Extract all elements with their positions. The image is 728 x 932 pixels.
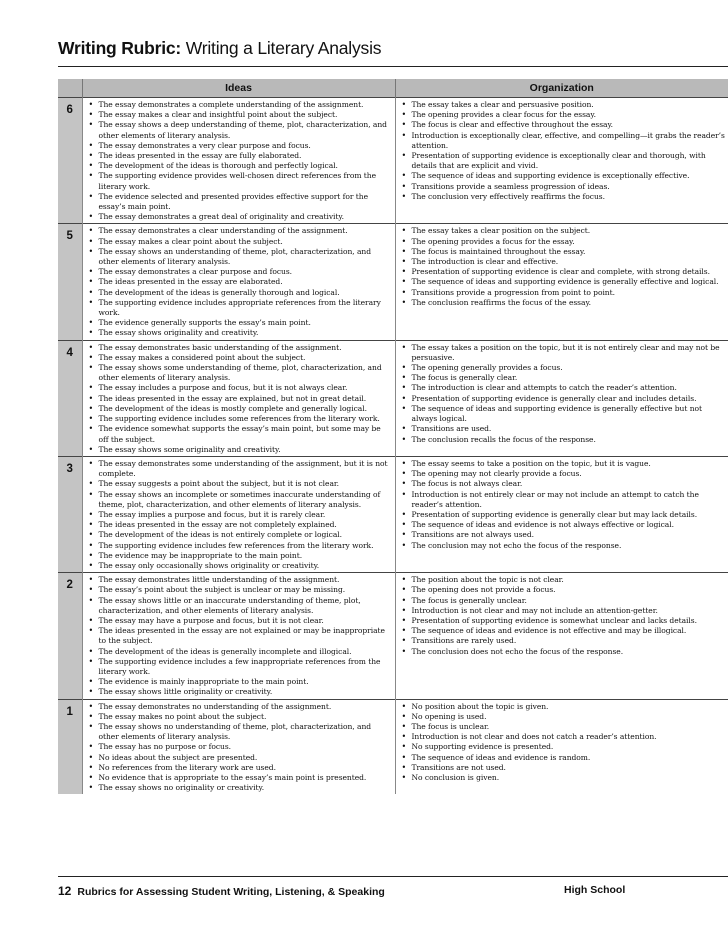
criterion-item: • The essay demonstrates no understanding of the assignment. (87, 702, 392, 712)
criterion-item: • The essay shows little originality or creativity. (87, 687, 392, 697)
criterion-item: • The essay shows some originality and creativity. (87, 445, 392, 455)
criterion-item: • Transitions are used. (400, 424, 726, 434)
criterion-item: • The sequence of ideas and evidence is not effective and may be illogical. (400, 626, 726, 636)
page-number: 12 (58, 884, 72, 898)
criterion-item: • Transitions are rarely used. (400, 636, 726, 646)
criterion-item: • Introduction is not clear and may not include an attention-getter. (400, 606, 726, 616)
criterion-item: • The essay shows an understanding of theme, plot, characterization, and other elements of literary analysis. (87, 247, 392, 267)
criterion-item: • The introduction is clear and attempts to catch the reader’s attention. (400, 383, 726, 393)
rubric-row (58, 573, 728, 699)
criterion-item: • The ideas presented in the essay are explained, but not in great detail. (87, 394, 392, 404)
criterion-item: • No opening is used. (400, 712, 726, 722)
criterion-item: • No position about the topic is given. (400, 702, 726, 712)
organization-criteria-list (396, 341, 728, 446)
ideas-cell (82, 224, 395, 340)
criterion-item: • The evidence generally supports the essay’s main point. (87, 318, 392, 328)
criterion-item: • The essay demonstrates a complete understanding of the assignment. (87, 100, 392, 110)
criterion-item: • The essay makes a considered point about the subject. (87, 353, 392, 363)
criterion-item: • The sequence of ideas and evidence is random. (400, 753, 726, 763)
title-rule (58, 66, 728, 67)
score-cell: 3 (58, 456, 82, 572)
criterion-item: • The opening provides a focus for the essay. (400, 237, 726, 247)
criterion-item: • The essay seems to take a position on the topic, but it is vague. (400, 459, 726, 469)
organization-cell (395, 456, 728, 572)
criterion-item: • The supporting evidence includes few references from the literary work. (87, 541, 392, 551)
ideas-cell (82, 98, 395, 224)
criterion-item: • The introduction is clear and effective. (400, 257, 726, 267)
criterion-item: • The conclusion reaffirms the focus of the essay. (400, 298, 726, 308)
criterion-item: • The development of the ideas is mostly complete and generally logical. (87, 404, 392, 414)
criterion-item: • The opening may not clearly provide a focus. (400, 469, 726, 479)
criterion-item: • The conclusion very effectively reaffirms the focus. (400, 192, 726, 202)
criterion-item: • The essay takes a clear and persuasive position. (400, 100, 726, 110)
criterion-item: • The essay takes a clear position on the subject. (400, 226, 726, 236)
ideas-criteria-list (83, 573, 395, 698)
criterion-item: • The opening generally provides a focus. (400, 363, 726, 373)
criterion-item: • The essay shows a deep understanding of theme, plot, characterization, and other elements of literary analysis. (87, 120, 392, 140)
criterion-item: • The essay demonstrates little understanding of the assignment. (87, 575, 392, 585)
criterion-item: • The essay shows originality and creativity. (87, 328, 392, 338)
criterion-item: • The essay only occasionally shows originality or creativity. (87, 561, 392, 571)
criterion-item: • The essay suggests a point about the subject, but it is not clear. (87, 479, 392, 489)
criterion-item: • No conclusion is given. (400, 773, 726, 783)
criterion-item: • Presentation of supporting evidence is clear and complete, with strong details. (400, 267, 726, 277)
criterion-item: • The ideas presented in the essay are not explained or may be inappropriate to the subject. (87, 626, 392, 646)
header-row (58, 79, 728, 98)
criterion-item: • The essay takes a position on the topic, but it is not entirely clear and may not be persuasive. (400, 343, 726, 363)
criterion-item: • The development of the ideas is generally thorough and logical. (87, 288, 392, 298)
criterion-item: • The position about the topic is not clear. (400, 575, 726, 585)
criterion-item: • No ideas about the subject are presented. (87, 753, 392, 763)
criterion-item: • The essay shows an incomplete or sometimes inaccurate understanding of theme, plot, characterization, and other elements of literary analysis. (87, 490, 392, 510)
criterion-item: • The essay demonstrates a great deal of originality and creativity. (87, 212, 392, 222)
criterion-item: • Presentation of supporting evidence is exceptionally clear and thorough, with details that are explicit and vivid. (400, 151, 726, 171)
criterion-item: • Presentation of supporting evidence is somewhat unclear and lacks details. (400, 616, 726, 626)
criterion-item: • The essay makes no point about the subject. (87, 712, 392, 722)
organization-header: Organization (395, 79, 728, 98)
grade-level: High School (564, 884, 626, 896)
criterion-item: • The essay shows little or an inaccurate understanding of theme, plot, characterization, and other elements of literary analysis. (87, 596, 392, 616)
ideas-criteria-list (83, 98, 395, 223)
criterion-item: • The conclusion may not echo the focus of the response. (400, 541, 726, 551)
criterion-item: • Introduction is not clear and does not catch a reader’s attention. (400, 732, 726, 742)
criterion-item: • The opening provides a clear focus for the essay. (400, 110, 726, 120)
criterion-item: • The supporting evidence includes a few inappropriate references from the literary work. (87, 657, 392, 677)
criterion-item: • The essay includes a purpose and focus, but it is not always clear. (87, 383, 392, 393)
rubric-body (58, 98, 728, 795)
criterion-item: • The supporting evidence includes some references from the literary work. (87, 414, 392, 424)
organization-criteria-list (396, 224, 728, 309)
organization-criteria-list (396, 98, 728, 203)
criterion-item: • The essay demonstrates a very clear purpose and focus. (87, 141, 392, 151)
criterion-item: • The evidence somewhat supports the essay’s main point, but some may be off the subject. (87, 424, 392, 444)
criterion-item: • No references from the literary work are used. (87, 763, 392, 773)
criterion-item: • The focus is unclear. (400, 722, 726, 732)
title-rest: Writing a Literary Analysis (181, 38, 382, 58)
criterion-item: • Introduction is exceptionally clear, effective, and compelling—it grabs the reader’s attention. (400, 131, 726, 151)
score-cell: 4 (58, 340, 82, 456)
criterion-item: • Introduction is not entirely clear or may not include an attempt to catch the reader’s attention. (400, 490, 726, 510)
organization-cell (395, 98, 728, 224)
criterion-item: • Transitions provide a progression from point to point. (400, 288, 726, 298)
page-footer (58, 884, 688, 898)
rubric-row (58, 98, 728, 224)
organization-cell (395, 224, 728, 340)
criterion-item: • The supporting evidence provides well-chosen direct references from the literary work. (87, 171, 392, 191)
criterion-item: • Transitions provide a seamless progression of ideas. (400, 182, 726, 192)
criterion-item: • Presentation of supporting evidence is generally clear but may lack details. (400, 510, 726, 520)
criterion-item: • The development of the ideas is not entirely complete or logical. (87, 530, 392, 540)
criterion-item: • Transitions are not always used. (400, 530, 726, 540)
criterion-item: • The evidence is mainly inappropriate to the main point. (87, 677, 392, 687)
criterion-item: • The focus is not always clear. (400, 479, 726, 489)
rubric-row (58, 456, 728, 572)
criterion-item: • The focus is generally clear. (400, 373, 726, 383)
rubric-table (58, 79, 728, 794)
organization-cell (395, 573, 728, 699)
criterion-item: • The sequence of ideas and supporting evidence is generally effective and logical. (400, 277, 726, 287)
ideas-cell (82, 340, 395, 456)
ideas-cell (82, 699, 395, 794)
criterion-item: • The essay implies a purpose and focus, but it is rarely clear. (87, 510, 392, 520)
criterion-item: • Transitions are not used. (400, 763, 726, 773)
ideas-criteria-list (83, 700, 395, 795)
page-title (58, 38, 381, 59)
criterion-item: • The ideas presented in the essay are not completely explained. (87, 520, 392, 530)
footer-rule (58, 876, 728, 877)
score-cell: 1 (58, 699, 82, 794)
criterion-item: • The sequence of ideas and evidence is not always effective or logical. (400, 520, 726, 530)
criterion-item: • The essay’s point about the subject is unclear or may be missing. (87, 585, 392, 595)
criterion-item: • The essay makes a clear point about the subject. (87, 237, 392, 247)
organization-cell (395, 340, 728, 456)
rubric-row (58, 224, 728, 340)
ideas-cell (82, 456, 395, 572)
organization-cell (395, 699, 728, 794)
criterion-item: • The sequence of ideas and supporting evidence is generally effective but not always logical. (400, 404, 726, 424)
criterion-item: • The essay has no purpose or focus. (87, 742, 392, 752)
criterion-item: • The ideas presented in the essay are elaborated. (87, 277, 392, 287)
organization-criteria-list (396, 457, 728, 552)
ideas-criteria-list (83, 341, 395, 456)
criterion-item: • The essay may have a purpose and focus, but it is not clear. (87, 616, 392, 626)
rubric-row (58, 340, 728, 456)
criterion-item: • The focus is generally unclear. (400, 596, 726, 606)
criterion-item: • The focus is clear and effective throughout the essay. (400, 120, 726, 130)
score-header (58, 79, 82, 98)
criterion-item: • The essay makes a clear and insightful point about the subject. (87, 110, 392, 120)
criterion-item: • No supporting evidence is presented. (400, 742, 726, 752)
criterion-item: • The sequence of ideas and supporting evidence is exceptionally effective. (400, 171, 726, 181)
criterion-item: • The essay shows some understanding of theme, plot, characterization, and other elements of literary analysis. (87, 363, 392, 383)
criterion-item: • The focus is maintained throughout the essay. (400, 247, 726, 257)
criterion-item: • The ideas presented in the essay are fully elaborated. (87, 151, 392, 161)
ideas-criteria-list (83, 457, 395, 572)
score-cell: 6 (58, 98, 82, 224)
ideas-criteria-list (83, 224, 395, 339)
criterion-item: • The conclusion does not echo the focus of the response. (400, 647, 726, 657)
criterion-item: • Presentation of supporting evidence is generally clear and includes details. (400, 394, 726, 404)
criterion-item: • The essay shows no originality or creativity. (87, 783, 392, 793)
score-cell: 5 (58, 224, 82, 340)
book-title: Rubrics for Assessing Student Writing, Listening, & Speaking (77, 886, 385, 898)
criterion-item: • The essay demonstrates a clear understanding of the assignment. (87, 226, 392, 236)
title-bold: Writing Rubric: (58, 38, 182, 58)
criterion-item: • The development of the ideas is thorough and perfectly logical. (87, 161, 392, 171)
criterion-item: • No evidence that is appropriate to the essay’s main point is presented. (87, 773, 392, 783)
criterion-item: • The evidence may be inappropriate to the main point. (87, 551, 392, 561)
ideas-cell (82, 573, 395, 699)
criterion-item: • The supporting evidence includes appropriate references from the literary work. (87, 298, 392, 318)
criterion-item: • The essay demonstrates some understanding of the assignment, but it is not complete. (87, 459, 392, 479)
ideas-header: Ideas (82, 79, 395, 98)
organization-criteria-list (396, 700, 728, 785)
criterion-item: • The development of the ideas is generally incomplete and illogical. (87, 647, 392, 657)
criterion-item: • The essay demonstrates basic understanding of the assignment. (87, 343, 392, 353)
organization-criteria-list (396, 573, 728, 658)
criterion-item: • The essay shows no understanding of theme, plot, characterization, and other elements of literary analysis. (87, 722, 392, 742)
rubric-row (58, 699, 728, 794)
criterion-item: • The opening does not provide a focus. (400, 585, 726, 595)
criterion-item: • The conclusion recalls the focus of the response. (400, 435, 726, 445)
score-cell: 2 (58, 573, 82, 699)
criterion-item: • The evidence selected and presented provides effective support for the essay’s main point. (87, 192, 392, 212)
criterion-item: • The essay demonstrates a clear purpose and focus. (87, 267, 392, 277)
